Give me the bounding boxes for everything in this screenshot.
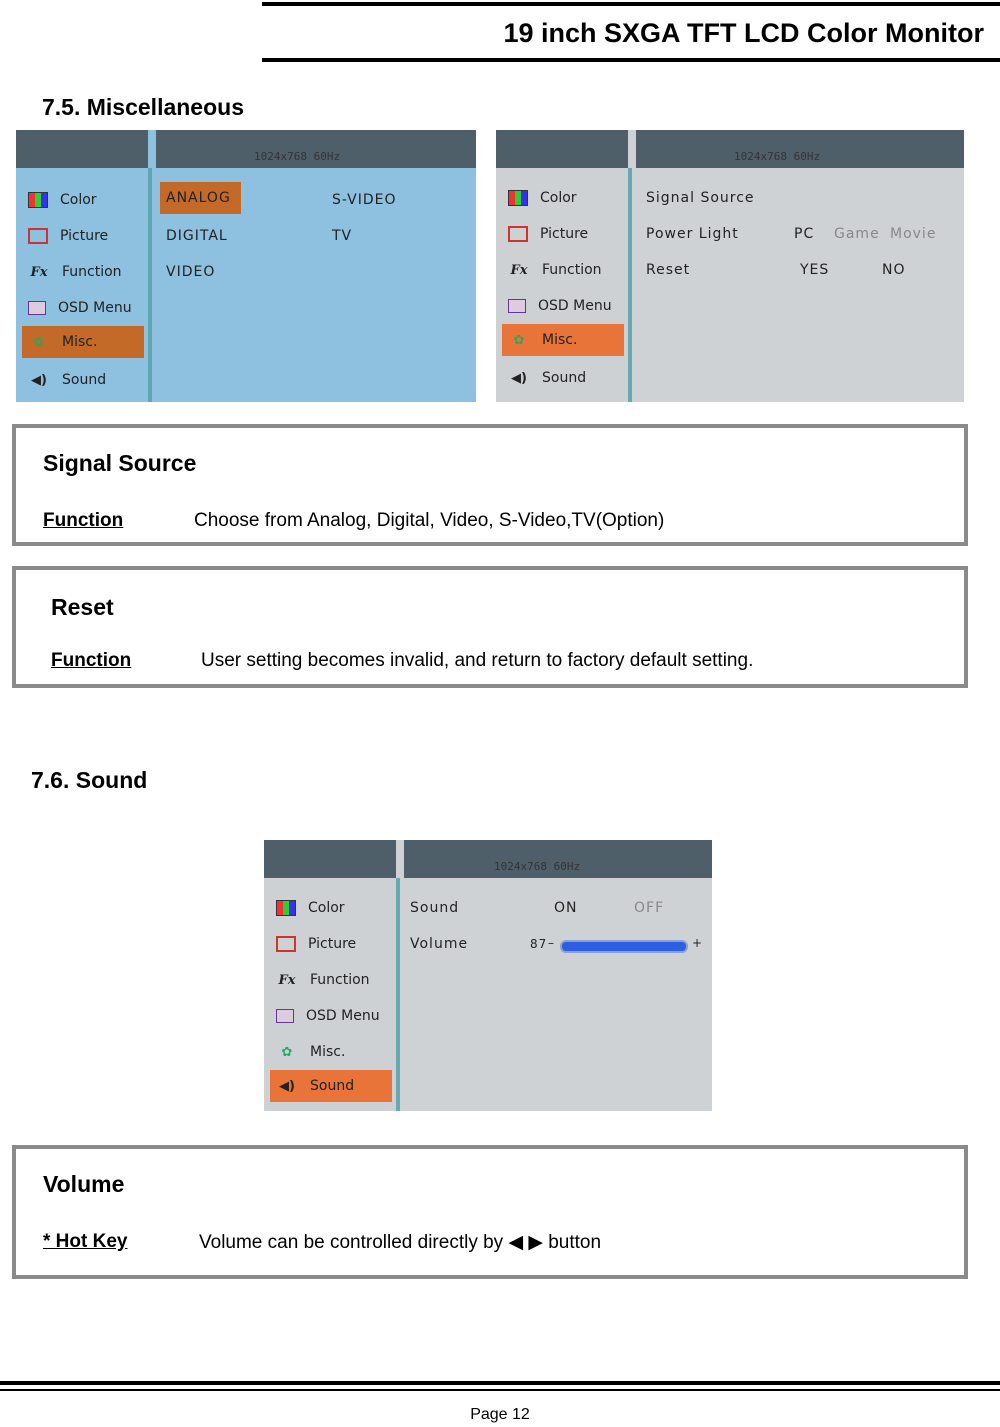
box-text: Volume can be controlled directly by ◀ ▶ button (199, 1232, 602, 1253)
osd-option-digital: DIGITAL (166, 228, 228, 244)
osd-menu-label: Picture (308, 936, 357, 952)
info-box-reset (12, 566, 968, 688)
osd-screenshot-signal-source (16, 130, 476, 402)
box-label: Function (43, 510, 124, 531)
osd-menu-icon (276, 1009, 294, 1023)
page-number: Page 12 (470, 1406, 530, 1423)
osd-row-sound: Sound (410, 900, 460, 916)
header-rule-top (262, 2, 1000, 6)
osd-menu-label: OSD Menu (58, 300, 132, 316)
osd-menu-function (270, 964, 392, 996)
osd-reset-no: NO (882, 262, 906, 278)
osd-menu-picture (22, 220, 144, 252)
osd-menu-picture (270, 928, 392, 960)
box-label: Function (51, 650, 132, 671)
function-fx-icon: Fx (30, 264, 48, 280)
osd-resolution: 1024x768 60Hz (734, 150, 821, 163)
osd-menu-label: OSD Menu (538, 298, 612, 314)
osd-menu-label: Misc. (62, 334, 98, 350)
osd-menu-label: Misc. (310, 1044, 346, 1060)
osd-menu-label: Function (310, 972, 370, 988)
info-box-signal-source (12, 424, 968, 546)
box-text: Choose from Analog, Digital, Video, S-Video,TV(Option) (194, 510, 665, 531)
misc-icon: ✿ (33, 334, 45, 350)
osd-menu-label: Misc. (542, 332, 578, 348)
osd-menu-function (502, 254, 624, 286)
osd-row-power-light: Power Light (646, 226, 739, 242)
osd-power-pc: PC (794, 226, 815, 242)
box-text: User setting becomes invalid, and return to factory default setting. (201, 650, 754, 671)
osd-menu-label: Function (62, 264, 122, 280)
osd-row-signal-source: Signal Source (646, 190, 755, 206)
picture-icon (276, 936, 296, 952)
misc-icon: ✿ (281, 1044, 293, 1060)
misc-icon: ✿ (513, 332, 525, 348)
function-fx-icon: Fx (510, 262, 528, 278)
osd-menu-label: Picture (60, 228, 109, 244)
function-fx-icon: Fx (278, 972, 296, 988)
box-title: Signal Source (43, 450, 197, 476)
picture-icon (28, 228, 48, 244)
osd-menu-label: Color (60, 192, 97, 208)
osd-menu-function (22, 256, 144, 288)
color-bars-icon (276, 900, 296, 916)
info-box-volume (12, 1145, 968, 1279)
box-label: * Hot Key (43, 1231, 128, 1252)
osd-menu-color (270, 892, 392, 924)
osd-option-analog: ANALOG (160, 182, 241, 214)
osd-option-video: VIDEO (166, 264, 216, 280)
color-bars-icon (28, 192, 48, 208)
osd-menu-color (502, 182, 624, 214)
osd-menu-label: Sound (62, 372, 107, 388)
osd-menu-osd (502, 290, 624, 322)
osd-resolution: 1024x768 60Hz (494, 860, 581, 873)
osd-option-tv: TV (332, 228, 353, 244)
color-bars-icon (508, 190, 528, 206)
osd-volume-plus: + (692, 936, 704, 950)
osd-volume-value: 87 (530, 937, 548, 951)
osd-menu-label: Picture (540, 226, 589, 242)
osd-menu-label: OSD Menu (306, 1008, 380, 1024)
osd-power-game: Game (834, 226, 880, 242)
osd-row-reset: Reset (646, 262, 691, 278)
osd-option-svideo: S-VIDEO (332, 192, 397, 208)
osd-menu-misc-selected (502, 324, 624, 356)
osd-sound-off: OFF (634, 900, 665, 916)
speaker-icon: ◀) (31, 372, 47, 388)
osd-menu-picture (502, 218, 624, 250)
osd-menu-osd (270, 1000, 392, 1032)
osd-reset-yes: YES (800, 262, 830, 278)
osd-sound-on: ON (554, 900, 578, 916)
osd-screenshot-misc (496, 130, 964, 402)
osd-menu-icon (508, 299, 526, 313)
section-title-sound: 7.6. Sound (31, 767, 148, 793)
box-title: Reset (51, 594, 114, 620)
osd-power-movie: Movie (890, 226, 937, 242)
osd-menu-label: Function (542, 262, 602, 278)
document-title: 19 inch SXGA TFT LCD Color Monitor (503, 18, 984, 48)
osd-sidebar-header (16, 130, 148, 168)
osd-sidebar-header (264, 840, 396, 878)
osd-resolution: 1024x768 60Hz (254, 150, 341, 163)
box-title: Volume (43, 1171, 125, 1197)
osd-menu-label: Color (540, 190, 577, 206)
header-rule-bottom (262, 58, 1000, 62)
osd-menu-label: Sound (310, 1078, 355, 1094)
section-title-misc: 7.5. Miscellaneous (42, 94, 244, 120)
footer-rule-thick (0, 1381, 1000, 1385)
speaker-icon: ◀) (511, 370, 527, 386)
osd-menu-icon (28, 301, 46, 315)
footer-rule-thin (0, 1389, 1000, 1391)
osd-volume-bar (560, 940, 688, 953)
osd-volume-minus: – (548, 936, 555, 950)
osd-menu-osd (22, 292, 144, 324)
osd-menu-label: Sound (542, 370, 587, 386)
osd-row-volume: Volume (410, 936, 469, 952)
picture-icon (508, 226, 528, 242)
speaker-icon: ◀) (279, 1078, 295, 1094)
osd-sidebar-header (496, 130, 628, 168)
osd-menu-sound (22, 364, 144, 396)
osd-menu-color (22, 184, 144, 216)
osd-menu-sound (502, 362, 624, 394)
osd-menu-label: Color (308, 900, 345, 916)
osd-menu-misc-selected (22, 326, 144, 358)
osd-menu-sound-selected (270, 1070, 392, 1102)
osd-screenshot-sound (264, 840, 712, 1111)
osd-menu-misc (270, 1036, 392, 1068)
